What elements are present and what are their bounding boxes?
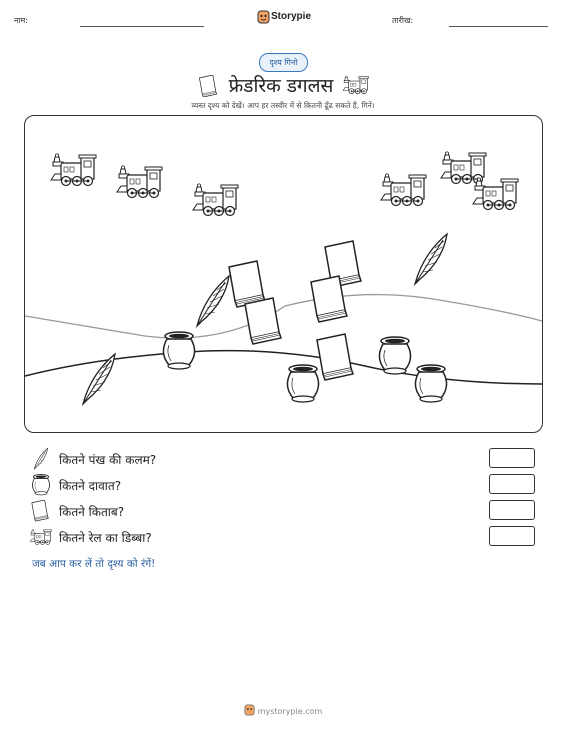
inkpot-2 <box>379 337 410 374</box>
book-1 <box>229 261 265 307</box>
date-label: तारीख: <box>392 16 414 25</box>
footer-url[interactable]: mystorypie.com <box>257 707 323 716</box>
train-6 <box>473 178 518 210</box>
question-text: कितने किताब? <box>59 505 125 519</box>
answer-box-trains[interactable] <box>489 526 535 546</box>
train-3 <box>193 184 238 216</box>
date-line[interactable] <box>449 26 548 27</box>
train-4 <box>381 174 426 206</box>
answer-box-inkpots[interactable] <box>489 474 535 494</box>
train-2 <box>117 166 162 198</box>
inkpot-1 <box>163 332 194 369</box>
question-trains <box>30 526 540 548</box>
scene-drawing <box>25 116 542 432</box>
train-icon <box>30 526 52 548</box>
train-1 <box>51 154 96 186</box>
page-title <box>0 72 566 98</box>
instructions: व्यस्त दृश्य को देखें। आप हर तस्वीर में से कितनी ढूँढ सकते हैं, गिनें। <box>191 101 375 110</box>
name-line[interactable] <box>80 26 204 27</box>
book-2 <box>245 298 281 344</box>
question-text: कितने रेल का डिब्बा? <box>59 531 152 545</box>
busy-scene <box>24 115 543 433</box>
inkpot-3 <box>287 365 318 402</box>
question-quills <box>30 448 540 470</box>
answer-box-quills[interactable] <box>489 448 535 468</box>
storypie-logo-icon <box>257 10 270 24</box>
book-icon <box>30 500 52 522</box>
quill-2 <box>415 234 447 284</box>
brand-logo <box>257 10 317 26</box>
quill-1 <box>197 276 229 326</box>
storypie-logo-icon <box>244 704 255 716</box>
train-icon <box>343 74 369 96</box>
name-label: नाम: <box>14 16 28 25</box>
inkpot-icon <box>30 474 52 496</box>
question-inkpots <box>30 474 540 496</box>
scene-tag: दृश्य गिनो <box>259 53 308 72</box>
footer <box>0 704 566 716</box>
book-5 <box>317 334 353 380</box>
question-books <box>30 500 540 522</box>
coloring-instruction: जब आप कर लें तो दृश्य को रंगें! <box>32 558 156 570</box>
quill-icon <box>30 448 52 470</box>
answer-box-books[interactable] <box>489 500 535 520</box>
inkpot-4 <box>415 365 446 402</box>
title-text: फ्रेडरिक डगलस <box>228 75 334 97</box>
question-text: कितने पंख की कलम? <box>59 453 157 467</box>
book-icon <box>197 75 221 97</box>
question-text: कितने दावात? <box>59 479 122 493</box>
brand-name: Storypie <box>271 11 312 22</box>
